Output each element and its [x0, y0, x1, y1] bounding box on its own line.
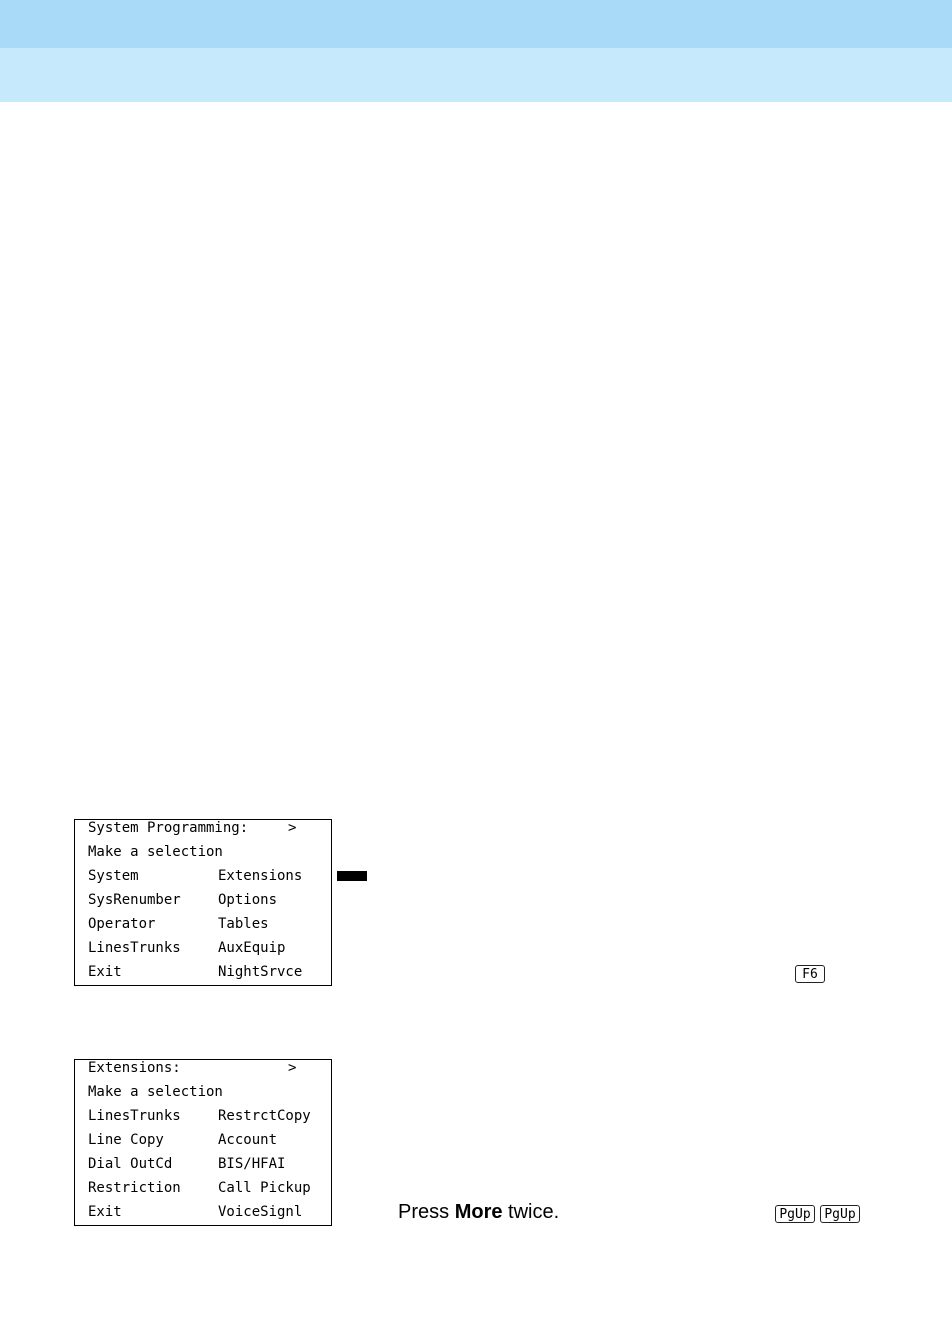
menu-item-system[interactable]: System	[88, 868, 139, 884]
menu-item-linestrunks[interactable]: LinesTrunks	[88, 940, 181, 956]
more-indicator: >	[288, 1060, 297, 1076]
system-programming-screen	[74, 819, 332, 986]
selection-marker	[337, 871, 367, 881]
header-band-bottom	[0, 48, 952, 102]
menu-item-tables[interactable]: Tables	[218, 916, 269, 932]
menu-item-bis-hfai[interactable]: BIS/HFAI	[218, 1156, 286, 1172]
screen-title: Extensions:	[88, 1060, 181, 1076]
more-indicator: >	[288, 820, 297, 836]
more-label: More	[454, 1201, 503, 1223]
screen-prompt: Make a selection	[88, 1084, 223, 1100]
f6-key[interactable]: F6	[795, 965, 825, 983]
menu-item-call-pickup[interactable]: Call Pickup	[218, 1180, 311, 1196]
menu-item-exit[interactable]: Exit	[88, 964, 122, 980]
menu-item-line-copy[interactable]: Line Copy	[88, 1132, 164, 1148]
extensions-screen	[74, 1059, 332, 1226]
instruction-prefix: Press	[398, 1201, 455, 1223]
menu-item-extensions[interactable]: Extensions	[218, 868, 303, 884]
menu-item-operator[interactable]: Operator	[88, 916, 156, 932]
screen-title: System Programming:	[88, 820, 249, 836]
header-band-top	[0, 0, 952, 48]
instruction-suffix: twice.	[502, 1201, 560, 1223]
instruction-text	[398, 1201, 559, 1224]
pgup-key-2[interactable]: PgUp	[820, 1205, 860, 1223]
menu-item-restrctcopy[interactable]: RestrctCopy	[218, 1108, 311, 1124]
menu-item-auxequip[interactable]: AuxEquip	[218, 940, 286, 956]
menu-item-linestrunks[interactable]: LinesTrunks	[88, 1108, 181, 1124]
menu-item-nightsrvce[interactable]: NightSrvce	[218, 964, 303, 980]
menu-item-options[interactable]: Options	[218, 892, 278, 908]
screen-prompt: Make a selection	[88, 844, 223, 860]
menu-item-voicesignl[interactable]: VoiceSignl	[218, 1204, 303, 1220]
menu-item-sysrenumber[interactable]: SysRenumber	[88, 892, 181, 908]
menu-item-exit[interactable]: Exit	[88, 1204, 122, 1220]
pgup-key-1[interactable]: PgUp	[775, 1205, 815, 1223]
menu-item-account[interactable]: Account	[218, 1132, 278, 1148]
menu-item-dial-outcd[interactable]: Dial OutCd	[88, 1156, 173, 1172]
menu-item-restriction[interactable]: Restriction	[88, 1180, 181, 1196]
